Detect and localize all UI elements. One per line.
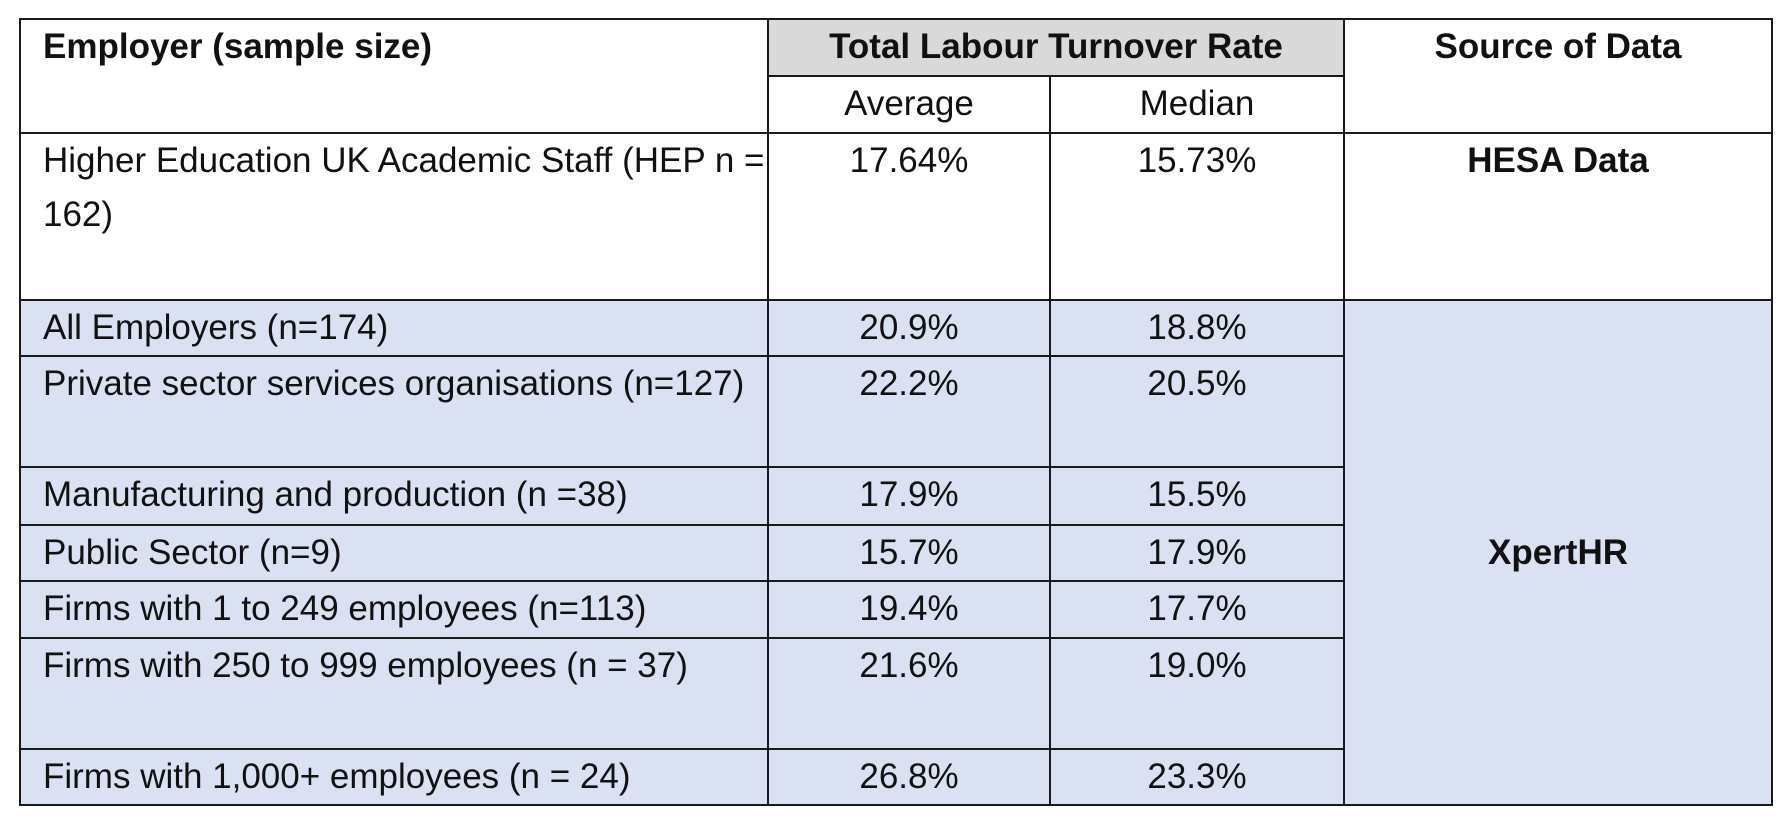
employer-cell: All Employers (n=174) xyxy=(20,300,768,356)
median-cell: 17.7% xyxy=(1050,581,1344,638)
median-cell: 17.9% xyxy=(1050,525,1344,581)
average-cell: 22.2% xyxy=(768,356,1050,467)
turnover-table xyxy=(19,18,1773,806)
source-cell-xperthr: XpertHR xyxy=(1344,300,1772,805)
table-row xyxy=(20,133,1772,300)
median-cell: 19.0% xyxy=(1050,638,1344,749)
employer-cell: Firms with 250 to 999 employees (n = 37) xyxy=(20,638,768,749)
median-cell: 15.5% xyxy=(1050,467,1344,525)
median-cell: 15.73% xyxy=(1050,133,1344,300)
employer-cell: Manufacturing and production (n =38) xyxy=(20,467,768,525)
turnover-group-header: Total Labour Turnover Rate xyxy=(768,19,1344,76)
average-cell: 15.7% xyxy=(768,525,1050,581)
average-header: Average xyxy=(768,76,1050,133)
source-cell-hesa: HESA Data xyxy=(1344,133,1772,300)
employer-cell: Public Sector (n=9) xyxy=(20,525,768,581)
employer-cell: Private sector services organisations (n=127) xyxy=(20,356,768,467)
header-row-1 xyxy=(20,19,1772,76)
employer-cell: Firms with 1,000+ employees (n = 24) xyxy=(20,749,768,805)
employer-header: Employer (sample size) xyxy=(20,19,768,133)
median-cell: 20.5% xyxy=(1050,356,1344,467)
average-cell: 26.8% xyxy=(768,749,1050,805)
median-header: Median xyxy=(1050,76,1344,133)
average-cell: 21.6% xyxy=(768,638,1050,749)
median-cell: 18.8% xyxy=(1050,300,1344,356)
employer-cell: Firms with 1 to 249 employees (n=113) xyxy=(20,581,768,638)
employer-cell: Higher Education UK Academic Staff (HEP n = 162) xyxy=(20,133,768,300)
average-cell: 20.9% xyxy=(768,300,1050,356)
source-header: Source of Data xyxy=(1344,19,1772,133)
table-row xyxy=(20,300,1772,356)
median-cell: 23.3% xyxy=(1050,749,1344,805)
average-cell: 19.4% xyxy=(768,581,1050,638)
average-cell: 17.9% xyxy=(768,467,1050,525)
average-cell: 17.64% xyxy=(768,133,1050,300)
